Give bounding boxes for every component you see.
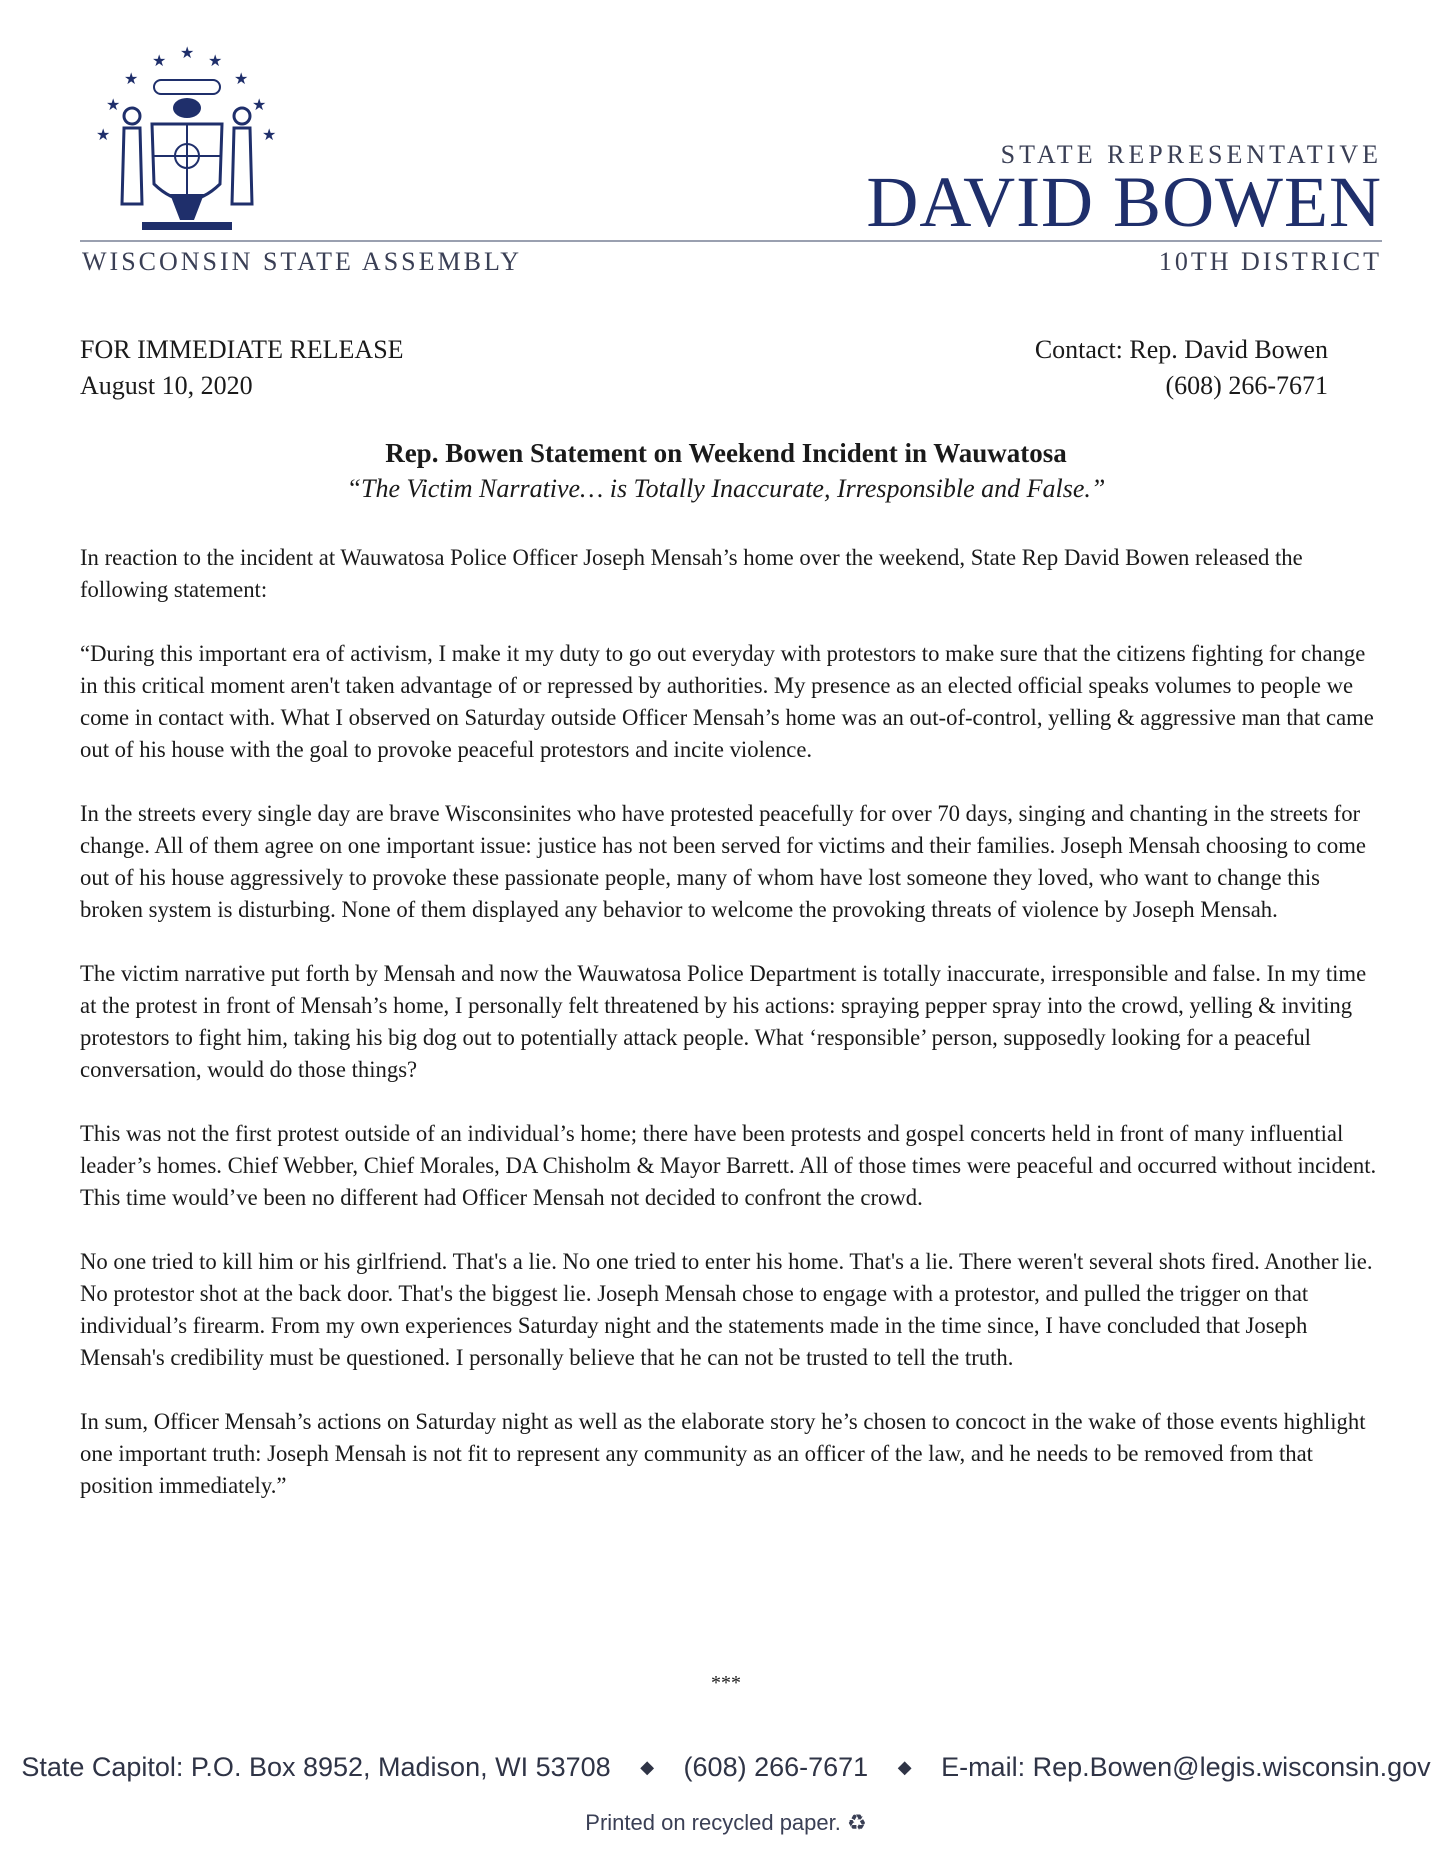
diamond-bullet-icon: ◆ xyxy=(640,1757,655,1777)
paragraph: “During this important era of activism, I make it my duty to go out everyday with protestors to make sure that the citizens fighting for change in this critical moment aren't taken advantage of or repressed by authorities. My presence as an elected official speaks volumes to people we come in contact with. What I observed on Saturday outside Officer Mensah’s home was an out-of-control, yelling & aggressive man that came out of his house with the goal to provoke peaceful protestors and incite violence. xyxy=(80,641,1374,762)
representative-name: DAVID BOWEN xyxy=(866,162,1382,242)
subheadline: “The Victim Narrative… is Totally Inaccurate, Irresponsible and False.” xyxy=(346,474,1106,503)
svg-text:★: ★ xyxy=(234,69,249,88)
district-label: 10TH DISTRICT xyxy=(1158,247,1382,276)
end-mark: *** xyxy=(711,1672,741,1694)
diamond-bullet-icon: ◆ xyxy=(897,1757,912,1777)
recycle-icon: ♻ xyxy=(847,1810,867,1835)
svg-text:★: ★ xyxy=(180,44,195,62)
footer-phone: (608) 266-7671 xyxy=(683,1752,869,1782)
footer-email: E-mail: Rep.Bowen@legis.wisconsin.gov xyxy=(941,1752,1431,1782)
representative-title: STATE REPRESENTATIVE xyxy=(1000,140,1382,169)
svg-text:★: ★ xyxy=(106,95,121,114)
svg-text:★: ★ xyxy=(262,125,277,144)
assembly-label: WISCONSIN STATE ASSEMBLY xyxy=(82,247,523,276)
wisconsin-state-seal-icon xyxy=(82,44,292,244)
letterhead-divider xyxy=(80,240,1382,242)
svg-text:★: ★ xyxy=(152,51,167,70)
svg-text:★: ★ xyxy=(252,95,267,114)
recycled-label: Printed on recycled paper. xyxy=(585,1810,841,1835)
paragraph: The victim narrative put forth by Mensah and now the Wauwatosa Police Department is totally inaccurate, irresponsible and false. In my time at the protest in front of Mensah’s home, I personally felt threatened by his actions: spraying pepper spray into the crowd, yelling & inviting protestors to fight him, taking his big dog out to potentially attack people. What ‘responsible’ person, supposedly looking for a peaceful conversation, would do those things? xyxy=(80,961,1367,1082)
contact-label: Contact: Rep. David Bowen xyxy=(1034,335,1328,364)
release-block xyxy=(80,332,404,404)
statement-body xyxy=(80,542,1378,1534)
svg-text:★: ★ xyxy=(96,125,111,144)
paragraph-closing: In sum, Officer Mensah’s actions on Saturday night as well as the elaborate story he’s chosen to concoct in the wake of those events highlight one important truth: Joseph Mensah is not fit to represent any community as an officer of the law, and he needs to be removed from that position immediately.” xyxy=(80,1409,1366,1498)
release-label: FOR IMMEDIATE RELEASE xyxy=(80,335,404,364)
footer-address: State Capitol: P.O. Box 8952, Madison, WI 53708 xyxy=(21,1752,611,1782)
paragraph: In the streets every single day are brave Wisconsinites who have protested peacefully for over 70 days, singing and chanting in the streets for change. All of them agree on one important issue: justice has not been served for victims and their families. Joseph Mensah choosing to come out of his house aggressively to provoke these passionate people, many of whom have lost someone they loved, who want to change this broken system is disturbing. None of them displayed any behavior to welcome the provoking threats of violence by Joseph Mensah. xyxy=(80,801,1366,922)
svg-text:★: ★ xyxy=(124,69,139,88)
footer-contact-line xyxy=(0,1752,1452,1783)
contact-phone: (608) 266-7671 xyxy=(1165,371,1328,400)
paragraph-intro: In reaction to the incident at Wauwatosa Police Officer Joseph Mensah’s home over the weekend, State Rep David Bowen released the following statement: xyxy=(80,545,1303,602)
release-date: August 10, 2020 xyxy=(80,371,253,400)
paragraph: No one tried to kill him or his girlfriend. That's a lie. No one tried to enter his home. That's a lie. There weren't several shots fired. Another lie. No protestor shot at the back door. That's the biggest lie. Joseph Mensah chose to engage with a protestor, and pulled the trigger on that individual’s firearm. From my own experiences Saturday night and the statements made in the time since, I have concluded that Joseph Mensah's credibility must be questioned. I personally believe that he can not be trusted to tell the truth. xyxy=(80,1249,1373,1370)
contact-block xyxy=(1035,332,1328,404)
recycled-paper-note xyxy=(0,1810,1452,1836)
svg-text:★: ★ xyxy=(208,51,223,70)
headline: Rep. Bowen Statement on Weekend Incident in Wauwatosa xyxy=(385,438,1067,468)
paragraph: This was not the first protest outside of an individual’s home; there have been protests and gospel concerts held in front of many influential leader’s homes. Chief Webber, Chief Morales, DA Chisholm & Mayor Barrett. All of those times were peaceful and occurred without incident. This time would’ve been no different had Officer Mensah not decided to confront the crowd. xyxy=(80,1121,1377,1210)
